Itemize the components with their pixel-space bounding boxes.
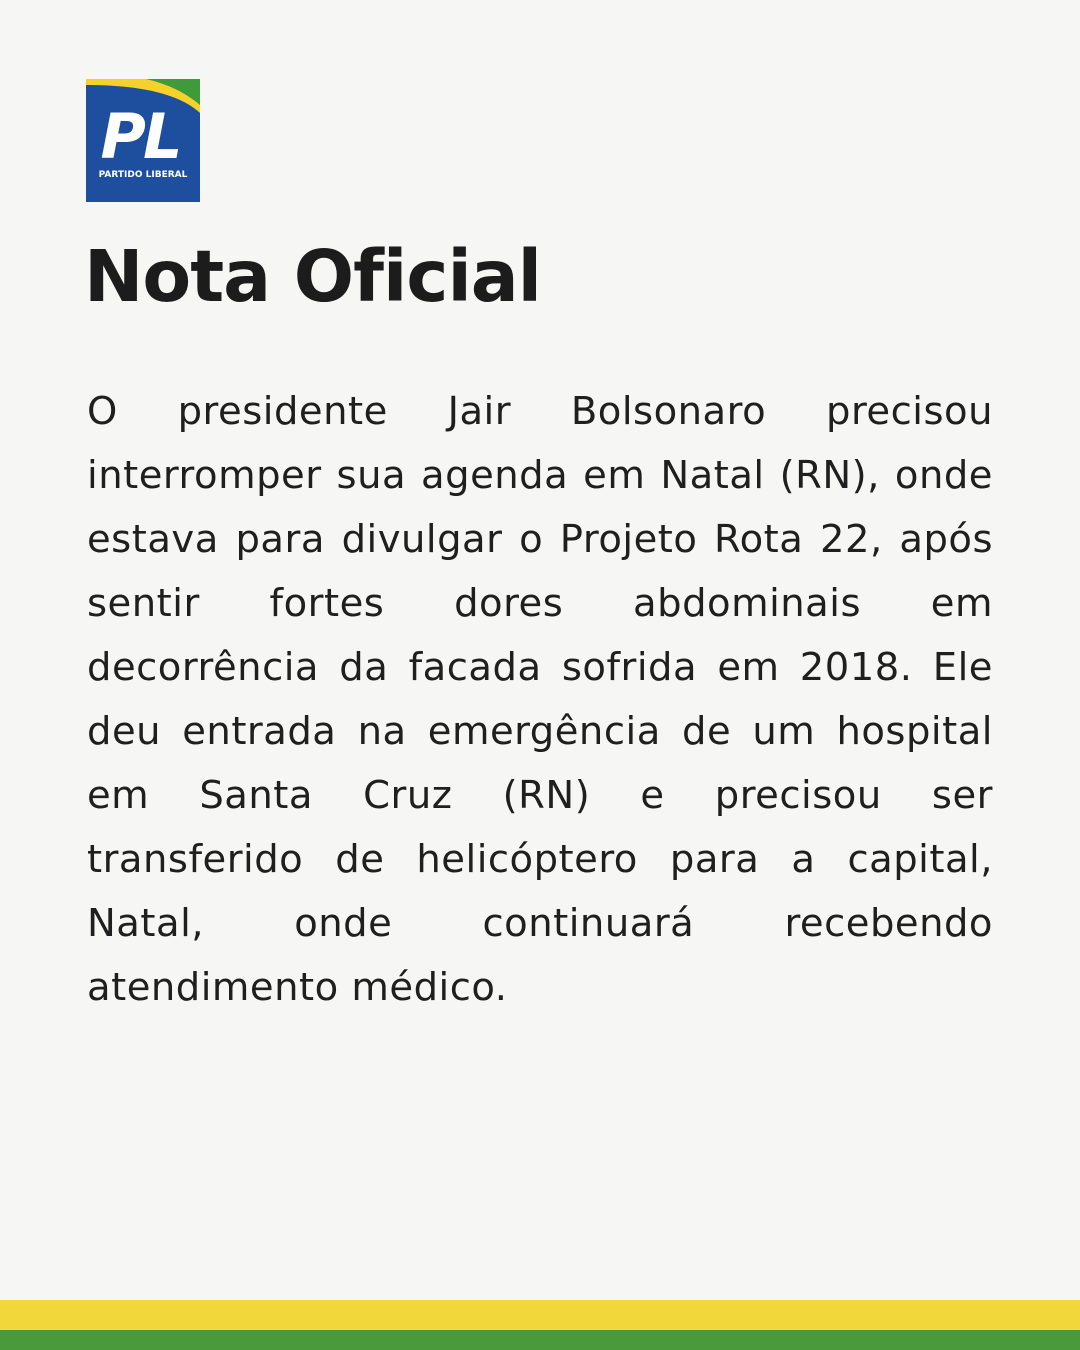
partido-liberal-logo [86,79,200,202]
statement-body: O presidente Jair Bolsonaro precisou interromper sua agenda em Natal (RN), onde estava para divulgar o Projeto Rota 22, após sentir fortes dores abdominais em decorrência da facada sofrida em 2018. Ele deu entrada na emergência de um hospital em Santa Cruz (RN) e precisou ser transferido de helicóptero para a capital, Natal, onde continuará recebendo atendimento médico. [87,389,993,1010]
footer-stripe-green [0,1330,1080,1350]
logo-initials: PL [100,100,180,173]
logo-name: PARTIDO LIBERAL [98,170,188,180]
page-title: Nota Oficial [84,235,542,318]
footer-stripe-yellow [0,1300,1080,1330]
